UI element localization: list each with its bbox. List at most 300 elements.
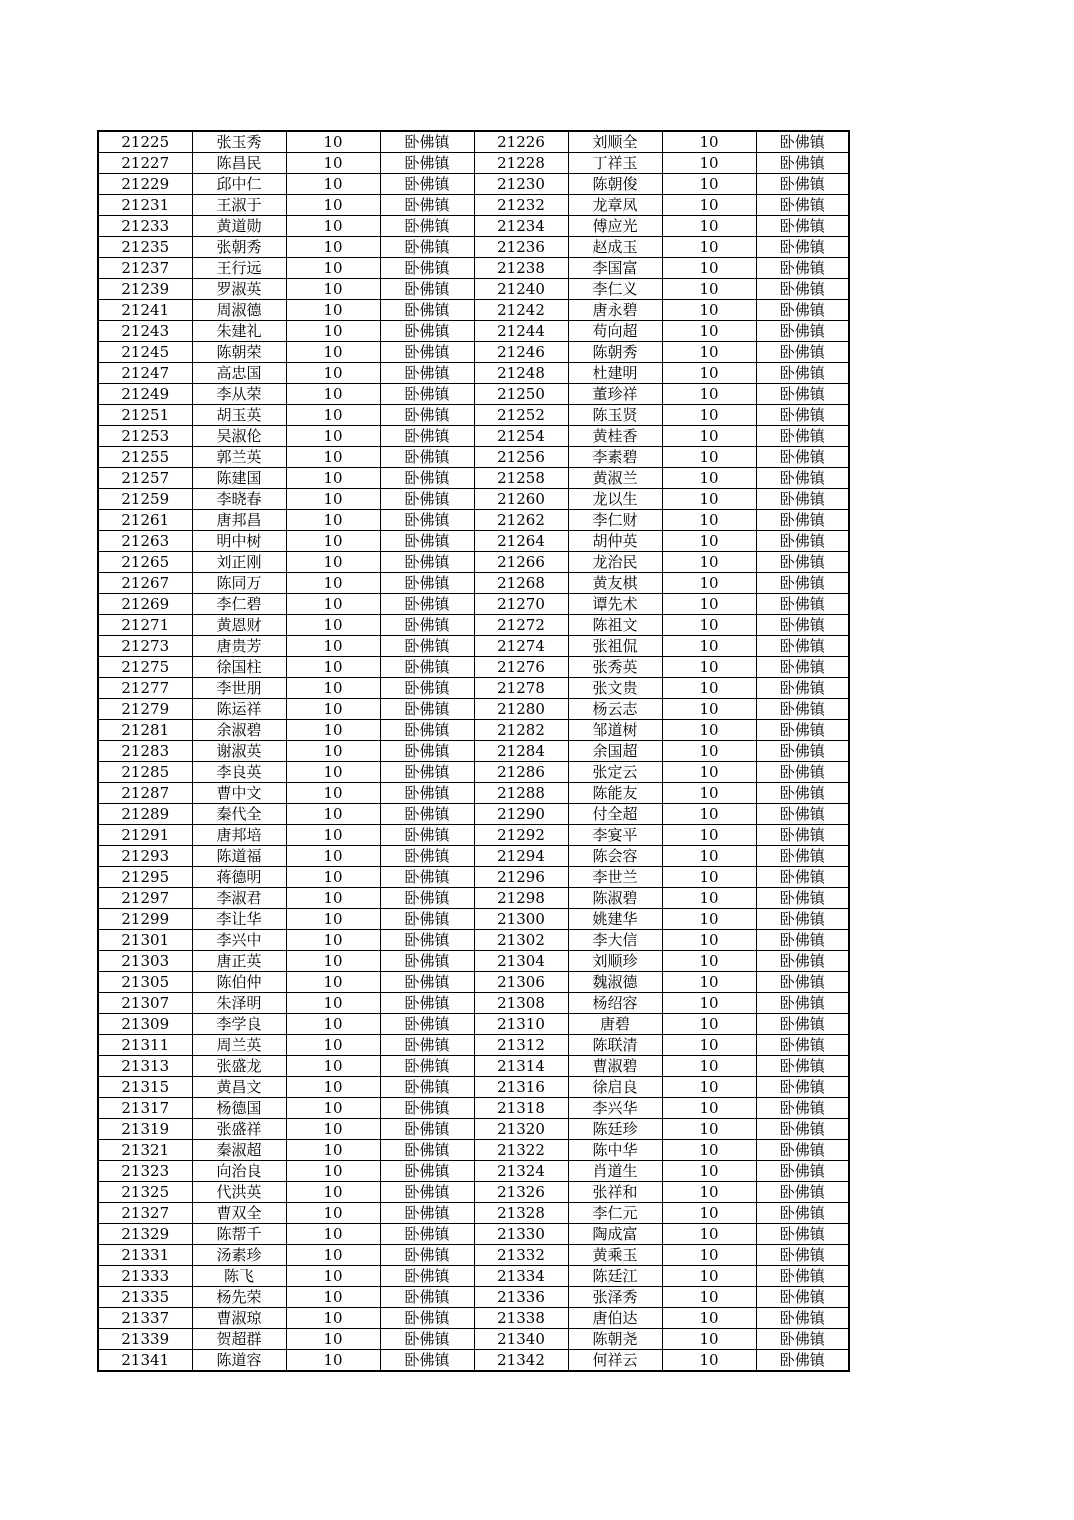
name-cell: 明中树 [192,531,286,552]
table-row [98,636,849,657]
id-cell: 21329 [98,1224,192,1245]
table-row [98,594,849,615]
count-cell: 10 [286,867,380,888]
id-cell: 21305 [98,972,192,993]
name-cell: 龙章凤 [568,195,662,216]
town-cell: 卧佛镇 [756,1224,849,1245]
town-cell: 卧佛镇 [756,447,849,468]
name-cell: 王行远 [192,258,286,279]
name-cell: 李仁元 [568,1203,662,1224]
count-cell: 10 [286,930,380,951]
table-row [98,447,849,468]
table-row [98,405,849,426]
name-cell: 胡仲英 [568,531,662,552]
count-cell: 10 [286,384,380,405]
town-cell: 卧佛镇 [380,1014,474,1035]
name-cell: 李世兰 [568,867,662,888]
name-cell: 苟向超 [568,321,662,342]
town-cell: 卧佛镇 [380,1287,474,1308]
id-cell: 21269 [98,594,192,615]
town-cell: 卧佛镇 [380,1119,474,1140]
id-cell: 21332 [474,1245,568,1266]
town-cell: 卧佛镇 [756,216,849,237]
name-cell: 陶成富 [568,1224,662,1245]
name-cell: 李仁义 [568,279,662,300]
table-row [98,1056,849,1077]
name-cell: 周淑德 [192,300,286,321]
count-cell: 10 [662,804,756,825]
name-cell: 陈中华 [568,1140,662,1161]
town-cell: 卧佛镇 [756,762,849,783]
name-cell: 朱建礼 [192,321,286,342]
id-cell: 21253 [98,426,192,447]
id-cell: 21231 [98,195,192,216]
name-cell: 黄桂香 [568,426,662,447]
town-cell: 卧佛镇 [756,195,849,216]
name-cell: 黄昌文 [192,1077,286,1098]
table-row [98,468,849,489]
count-cell: 10 [286,237,380,258]
name-cell: 陈建国 [192,468,286,489]
count-cell: 10 [662,657,756,678]
town-cell: 卧佛镇 [380,552,474,573]
count-cell: 10 [662,909,756,930]
count-cell: 10 [662,279,756,300]
name-cell: 李学良 [192,1014,286,1035]
count-cell: 10 [286,131,380,153]
name-cell: 傅应光 [568,216,662,237]
name-cell: 曹双全 [192,1203,286,1224]
id-cell: 21236 [474,237,568,258]
name-cell: 杨绍容 [568,993,662,1014]
town-cell: 卧佛镇 [756,972,849,993]
table-row [98,1098,849,1119]
town-cell: 卧佛镇 [380,1308,474,1329]
id-cell: 21244 [474,321,568,342]
table-row [98,426,849,447]
table-row [98,174,849,195]
count-cell: 10 [662,972,756,993]
id-cell: 21271 [98,615,192,636]
town-cell: 卧佛镇 [380,1203,474,1224]
town-cell: 卧佛镇 [756,1287,849,1308]
town-cell: 卧佛镇 [756,1140,849,1161]
id-cell: 21302 [474,930,568,951]
name-cell: 赵成玉 [568,237,662,258]
town-cell: 卧佛镇 [756,804,849,825]
id-cell: 21338 [474,1308,568,1329]
town-cell: 卧佛镇 [380,131,474,153]
town-cell: 卧佛镇 [756,258,849,279]
town-cell: 卧佛镇 [756,1098,849,1119]
town-cell: 卧佛镇 [380,1182,474,1203]
id-cell: 21246 [474,342,568,363]
town-cell: 卧佛镇 [756,951,849,972]
count-cell: 10 [286,1077,380,1098]
name-cell: 张盛龙 [192,1056,286,1077]
table-row [98,930,849,951]
count-cell: 10 [662,867,756,888]
town-cell: 卧佛镇 [380,405,474,426]
count-cell: 10 [286,1035,380,1056]
table-row [98,699,849,720]
count-cell: 10 [662,573,756,594]
town-cell: 卧佛镇 [380,699,474,720]
name-cell: 杨先荣 [192,1287,286,1308]
id-cell: 21276 [474,657,568,678]
id-cell: 21248 [474,363,568,384]
count-cell: 10 [662,321,756,342]
id-cell: 21290 [474,804,568,825]
town-cell: 卧佛镇 [380,258,474,279]
table-row [98,510,849,531]
table-body [98,131,849,1371]
town-cell: 卧佛镇 [756,678,849,699]
id-cell: 21337 [98,1308,192,1329]
town-cell: 卧佛镇 [756,657,849,678]
table-row [98,1266,849,1287]
town-cell: 卧佛镇 [380,321,474,342]
id-cell: 21334 [474,1266,568,1287]
name-cell: 高忠国 [192,363,286,384]
table-row [98,195,849,216]
name-cell: 陈能友 [568,783,662,804]
id-cell: 21277 [98,678,192,699]
count-cell: 10 [662,1056,756,1077]
town-cell: 卧佛镇 [756,1161,849,1182]
town-cell: 卧佛镇 [756,363,849,384]
id-cell: 21342 [474,1350,568,1372]
name-cell: 黄恩财 [192,615,286,636]
name-cell: 董珍祥 [568,384,662,405]
town-cell: 卧佛镇 [756,468,849,489]
count-cell: 10 [662,1182,756,1203]
id-cell: 21273 [98,636,192,657]
id-cell: 21251 [98,405,192,426]
count-cell: 10 [662,1119,756,1140]
town-cell: 卧佛镇 [380,531,474,552]
town-cell: 卧佛镇 [380,468,474,489]
table-row [98,762,849,783]
count-cell: 10 [286,447,380,468]
town-cell: 卧佛镇 [380,447,474,468]
id-cell: 21292 [474,825,568,846]
name-cell: 杨云志 [568,699,662,720]
count-cell: 10 [286,1119,380,1140]
town-cell: 卧佛镇 [380,300,474,321]
count-cell: 10 [286,174,380,195]
count-cell: 10 [286,300,380,321]
id-cell: 21235 [98,237,192,258]
name-cell: 郭兰英 [192,447,286,468]
name-cell: 徐国柱 [192,657,286,678]
name-cell: 李良英 [192,762,286,783]
name-cell: 李淑君 [192,888,286,909]
table-row [98,1308,849,1329]
id-cell: 21249 [98,384,192,405]
id-cell: 21262 [474,510,568,531]
count-cell: 10 [662,1203,756,1224]
id-cell: 21316 [474,1077,568,1098]
id-cell: 21275 [98,657,192,678]
town-cell: 卧佛镇 [756,405,849,426]
id-cell: 21225 [98,131,192,153]
id-cell: 21322 [474,1140,568,1161]
id-cell: 21315 [98,1077,192,1098]
id-cell: 21264 [474,531,568,552]
id-cell: 21323 [98,1161,192,1182]
count-cell: 10 [286,825,380,846]
name-cell: 张定云 [568,762,662,783]
count-cell: 10 [286,258,380,279]
id-cell: 21247 [98,363,192,384]
name-cell: 陈会容 [568,846,662,867]
town-cell: 卧佛镇 [380,1140,474,1161]
count-cell: 10 [286,489,380,510]
table-row [98,888,849,909]
count-cell: 10 [662,1014,756,1035]
town-cell: 卧佛镇 [380,573,474,594]
name-cell: 杨德国 [192,1098,286,1119]
town-cell: 卧佛镇 [756,342,849,363]
id-cell: 21282 [474,720,568,741]
count-cell: 10 [662,153,756,174]
name-cell: 张玉秀 [192,131,286,153]
count-cell: 10 [662,594,756,615]
name-cell: 唐邦昌 [192,510,286,531]
count-cell: 10 [662,762,756,783]
count-cell: 10 [286,216,380,237]
town-cell: 卧佛镇 [380,951,474,972]
name-cell: 唐永碧 [568,300,662,321]
name-cell: 陈道福 [192,846,286,867]
name-cell: 曹中文 [192,783,286,804]
town-cell: 卧佛镇 [756,867,849,888]
town-cell: 卧佛镇 [380,1077,474,1098]
count-cell: 10 [286,1287,380,1308]
name-cell: 何祥云 [568,1350,662,1372]
id-cell: 21241 [98,300,192,321]
id-cell: 21335 [98,1287,192,1308]
id-cell: 21267 [98,573,192,594]
count-cell: 10 [286,678,380,699]
town-cell: 卧佛镇 [756,1329,849,1350]
town-cell: 卧佛镇 [756,153,849,174]
table-row [98,1077,849,1098]
name-cell: 陈伯仲 [192,972,286,993]
count-cell: 10 [286,972,380,993]
id-cell: 21259 [98,489,192,510]
id-cell: 21320 [474,1119,568,1140]
name-cell: 李大信 [568,930,662,951]
town-cell: 卧佛镇 [380,426,474,447]
town-cell: 卧佛镇 [380,615,474,636]
town-cell: 卧佛镇 [756,1203,849,1224]
town-cell: 卧佛镇 [380,846,474,867]
name-cell: 陈朝俊 [568,174,662,195]
count-cell: 10 [286,531,380,552]
id-cell: 21245 [98,342,192,363]
id-cell: 21301 [98,930,192,951]
count-cell: 10 [286,783,380,804]
table-row [98,321,849,342]
name-cell: 唐伯达 [568,1308,662,1329]
name-cell: 龙治民 [568,552,662,573]
id-cell: 21286 [474,762,568,783]
name-cell: 刘正刚 [192,552,286,573]
count-cell: 10 [286,1224,380,1245]
name-cell: 曹淑碧 [568,1056,662,1077]
id-cell: 21310 [474,1014,568,1035]
town-cell: 卧佛镇 [380,1266,474,1287]
count-cell: 10 [662,131,756,153]
name-cell: 邹道树 [568,720,662,741]
town-cell: 卧佛镇 [756,699,849,720]
count-cell: 10 [662,510,756,531]
name-cell: 付全超 [568,804,662,825]
name-cell: 陈廷江 [568,1266,662,1287]
name-cell: 陈淑碧 [568,888,662,909]
table-row [98,531,849,552]
count-cell: 10 [286,1308,380,1329]
table-row [98,300,849,321]
table-row [98,993,849,1014]
town-cell: 卧佛镇 [380,930,474,951]
id-cell: 21336 [474,1287,568,1308]
count-cell: 10 [286,804,380,825]
id-cell: 21295 [98,867,192,888]
town-cell: 卧佛镇 [380,342,474,363]
name-cell: 谭先术 [568,594,662,615]
name-cell: 唐正英 [192,951,286,972]
town-cell: 卧佛镇 [380,195,474,216]
town-cell: 卧佛镇 [380,510,474,531]
count-cell: 10 [662,300,756,321]
id-cell: 21257 [98,468,192,489]
id-cell: 21256 [474,447,568,468]
name-cell: 陈朝秀 [568,342,662,363]
table-row [98,825,849,846]
id-cell: 21312 [474,1035,568,1056]
count-cell: 10 [662,993,756,1014]
count-cell: 10 [662,1287,756,1308]
table-row [98,1350,849,1372]
id-cell: 21294 [474,846,568,867]
name-cell: 刘顺全 [568,131,662,153]
id-cell: 21308 [474,993,568,1014]
table-row [98,1035,849,1056]
name-cell: 陈昌民 [192,153,286,174]
name-cell: 张祖侃 [568,636,662,657]
name-cell: 陈飞 [192,1266,286,1287]
name-cell: 周兰英 [192,1035,286,1056]
id-cell: 21229 [98,174,192,195]
table-row [98,909,849,930]
table-row [98,972,849,993]
table-row [98,237,849,258]
count-cell: 10 [286,909,380,930]
name-cell: 陈道容 [192,1350,286,1372]
town-cell: 卧佛镇 [380,1224,474,1245]
count-cell: 10 [286,951,380,972]
table-row [98,573,849,594]
id-cell: 21284 [474,741,568,762]
name-cell: 唐碧 [568,1014,662,1035]
name-cell: 张泽秀 [568,1287,662,1308]
id-cell: 21327 [98,1203,192,1224]
id-cell: 21228 [474,153,568,174]
count-cell: 10 [286,342,380,363]
town-cell: 卧佛镇 [756,720,849,741]
town-cell: 卧佛镇 [380,741,474,762]
name-cell: 吴淑伦 [192,426,286,447]
name-cell: 黄淑兰 [568,468,662,489]
id-cell: 21287 [98,783,192,804]
table-row [98,741,849,762]
id-cell: 21272 [474,615,568,636]
name-cell: 朱泽明 [192,993,286,1014]
table-row [98,678,849,699]
id-cell: 21300 [474,909,568,930]
count-cell: 10 [286,510,380,531]
id-cell: 21279 [98,699,192,720]
count-cell: 10 [662,1245,756,1266]
table-row [98,552,849,573]
id-cell: 21252 [474,405,568,426]
id-cell: 21307 [98,993,192,1014]
town-cell: 卧佛镇 [380,1245,474,1266]
id-cell: 21291 [98,825,192,846]
count-cell: 10 [286,720,380,741]
town-cell: 卧佛镇 [380,216,474,237]
name-cell: 龙以生 [568,489,662,510]
id-cell: 21285 [98,762,192,783]
count-cell: 10 [662,468,756,489]
town-cell: 卧佛镇 [380,993,474,1014]
count-cell: 10 [662,552,756,573]
count-cell: 10 [286,657,380,678]
id-cell: 21278 [474,678,568,699]
name-cell: 徐启良 [568,1077,662,1098]
town-cell: 卧佛镇 [756,510,849,531]
town-cell: 卧佛镇 [380,678,474,699]
count-cell: 10 [286,1140,380,1161]
count-cell: 10 [662,1308,756,1329]
id-cell: 21234 [474,216,568,237]
town-cell: 卧佛镇 [756,825,849,846]
name-cell: 黄乘玉 [568,1245,662,1266]
id-cell: 21242 [474,300,568,321]
town-cell: 卧佛镇 [380,867,474,888]
town-cell: 卧佛镇 [380,153,474,174]
count-cell: 10 [286,636,380,657]
name-cell: 王淑于 [192,195,286,216]
town-cell: 卧佛镇 [756,783,849,804]
name-cell: 李仁财 [568,510,662,531]
count-cell: 10 [662,1098,756,1119]
name-cell: 李兴华 [568,1098,662,1119]
count-cell: 10 [286,762,380,783]
town-cell: 卧佛镇 [380,1098,474,1119]
name-cell: 余国超 [568,741,662,762]
count-cell: 10 [286,1203,380,1224]
table-row [98,1224,849,1245]
count-cell: 10 [662,678,756,699]
table-row [98,1140,849,1161]
name-cell: 秦淑超 [192,1140,286,1161]
town-cell: 卧佛镇 [756,1182,849,1203]
count-cell: 10 [286,321,380,342]
